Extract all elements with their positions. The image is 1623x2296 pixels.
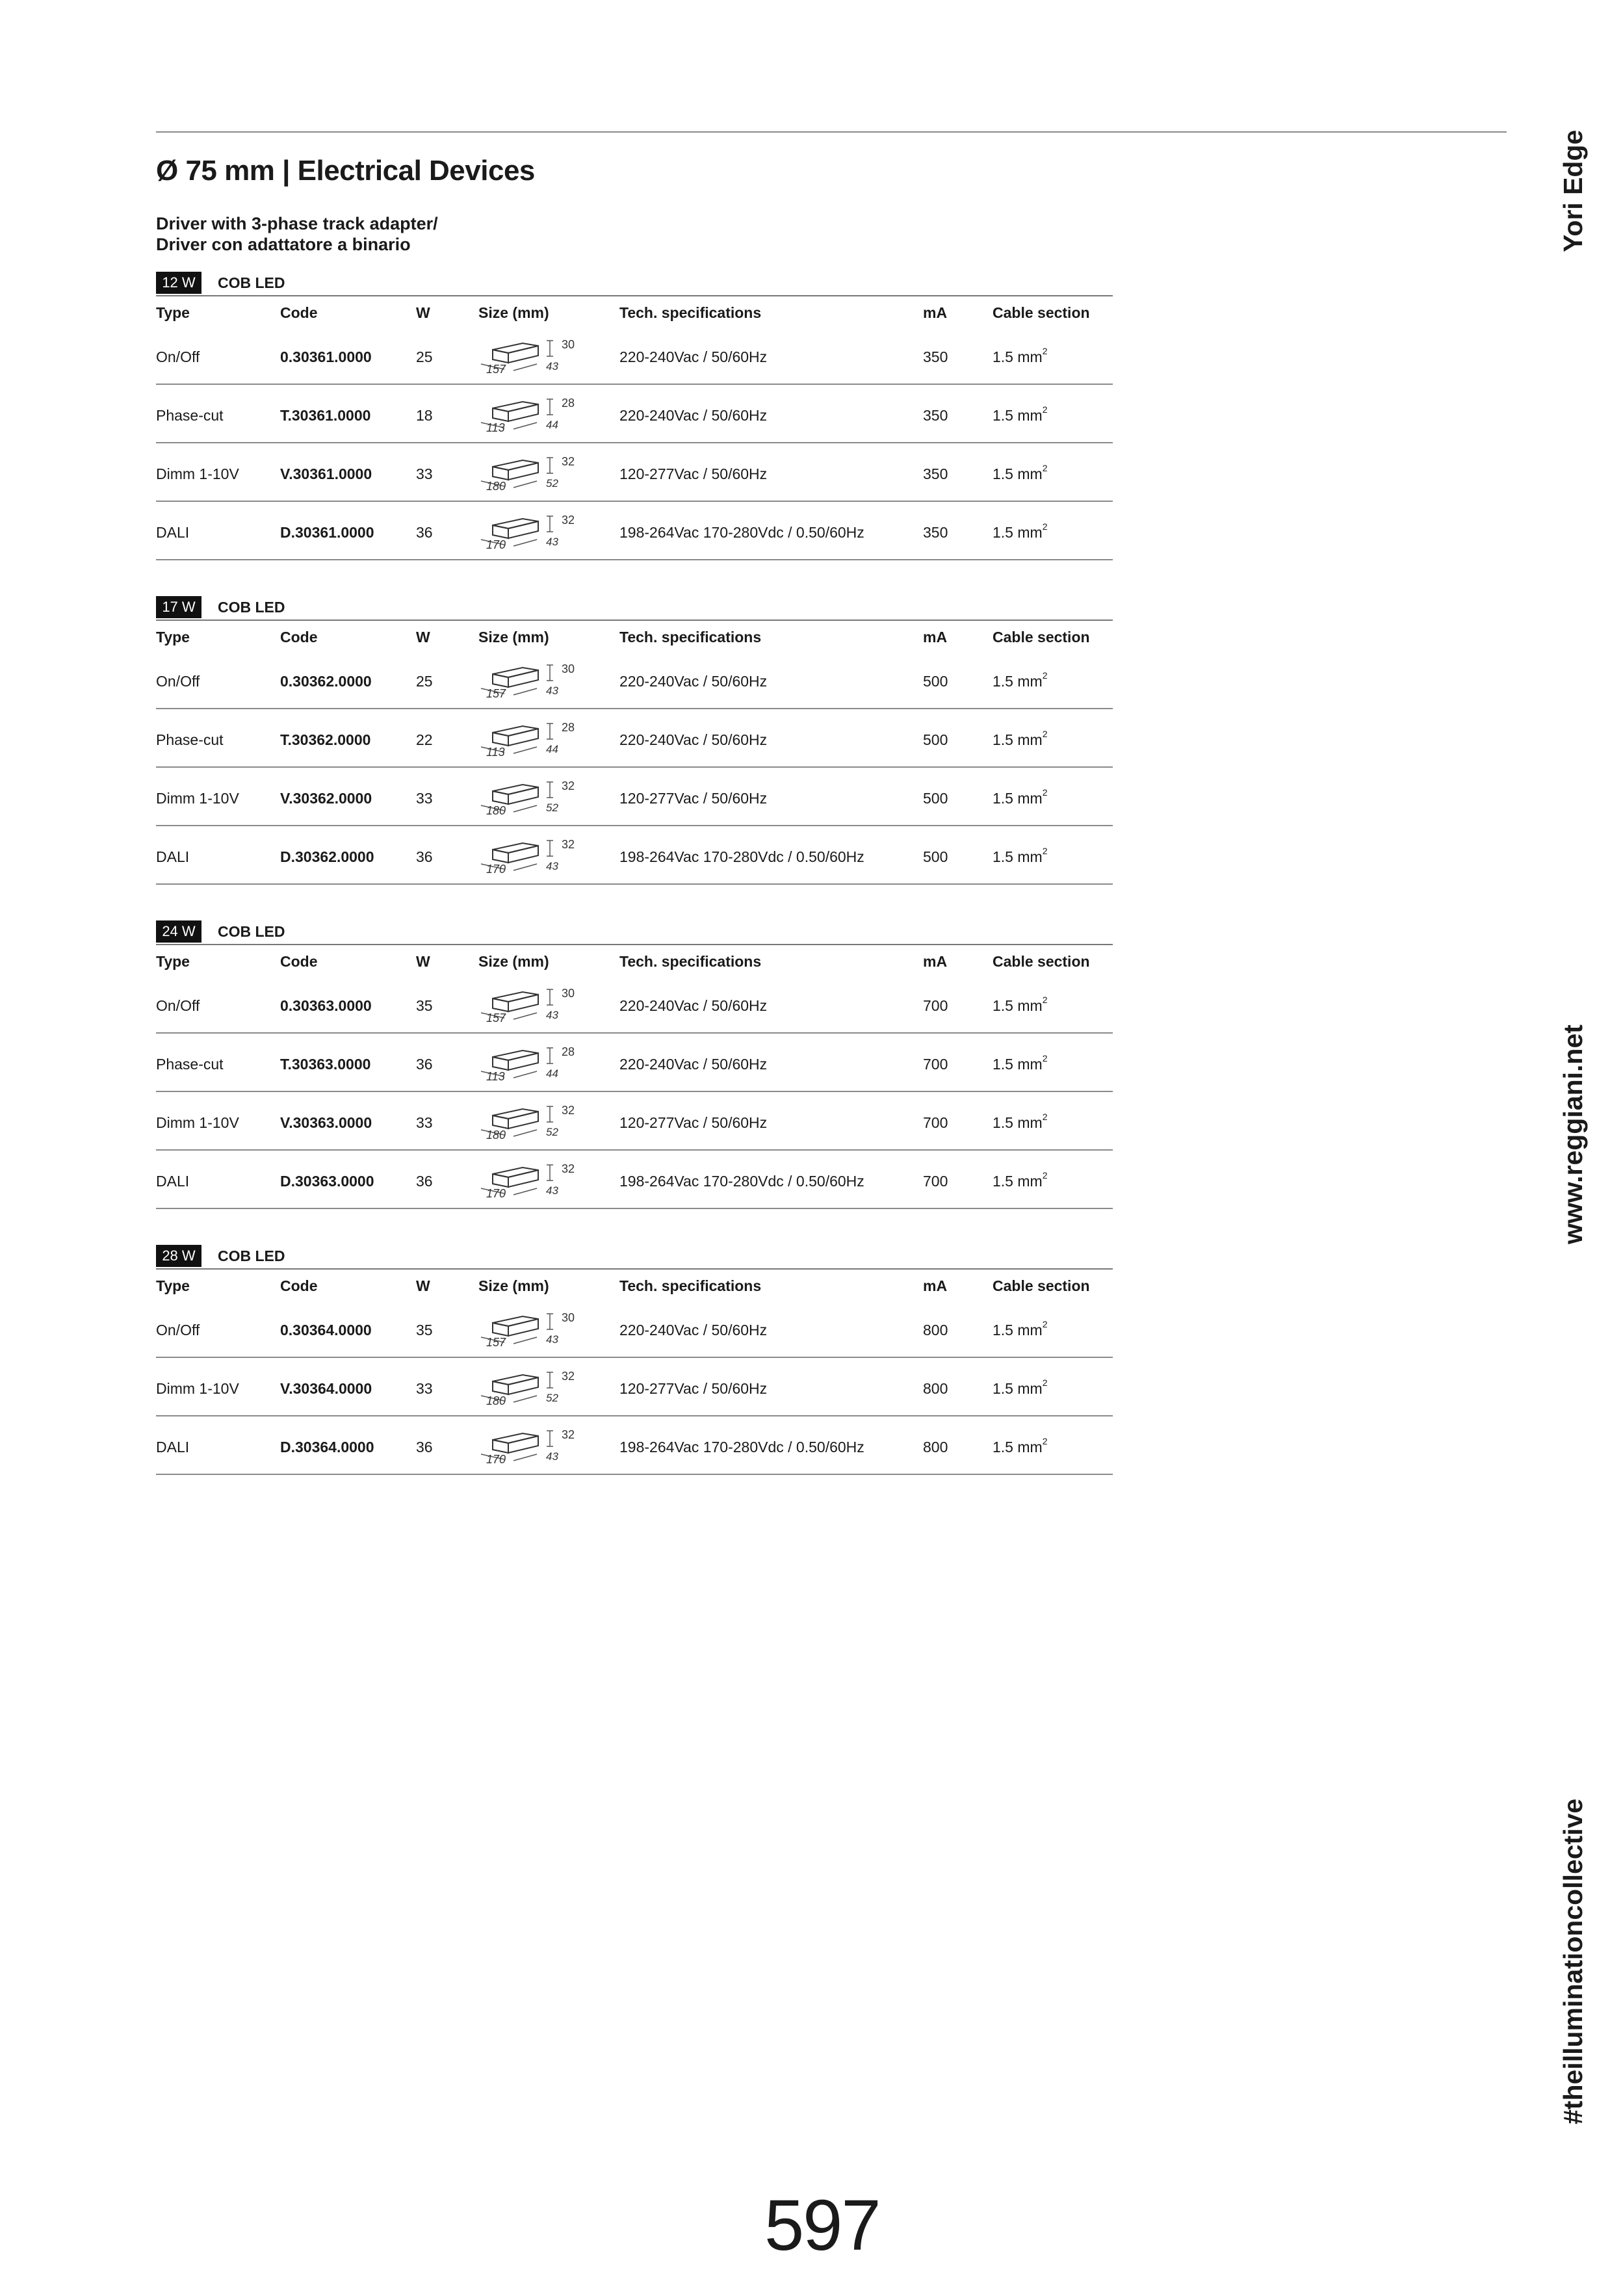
row-watt: 36 [416,1439,433,1455]
row-cable [993,670,1048,690]
table-header [156,946,1113,975]
row-code: D.30363.0000 [280,1173,374,1190]
row-watt: 33 [416,465,433,482]
row-cable [993,1319,1048,1339]
size-length: 170 [486,1453,506,1466]
row-tech-spec: 220-240Vac / 50/60Hz [619,731,768,748]
row-tech-spec: 220-240Vac / 50/60Hz [619,407,768,424]
row-tech-spec: 120-277Vac / 50/60Hz [619,1380,768,1397]
row-cable [993,1436,1048,1456]
cable-superscript: 2 [1042,1053,1048,1063]
col-tech: Tech. specifications [619,1277,762,1294]
col-code: Code [280,1277,318,1294]
size-diagram [478,1158,582,1204]
col-cable: Cable section [993,1277,1090,1294]
row-watt: 22 [416,731,433,748]
cable-superscript: 2 [1042,404,1048,415]
cable-value: 1.5 mm [993,1173,1043,1190]
led-type-label: COB LED [218,599,285,616]
size-length: 170 [486,538,506,551]
size-height: 32 [562,514,575,527]
cable-value: 1.5 mm [993,731,1043,748]
row-ma: 700 [923,997,948,1014]
col-type: Type [156,629,190,646]
size-height: 32 [562,838,575,851]
col-size: Size (mm) [478,953,549,970]
row-cable [993,1377,1048,1398]
page-number: 597 [764,2185,880,2265]
row-code: V.30361.0000 [280,465,372,482]
col-tech: Tech. specifications [619,304,762,321]
row-tech-spec: 120-277Vac / 50/60Hz [619,1114,768,1131]
table-row [156,1034,1113,1092]
row-ma: 500 [923,790,948,807]
size-length: 113 [486,1070,505,1083]
size-diagram [478,776,582,821]
col-cable: Cable section [993,304,1090,321]
row-type: Phase-cut [156,407,224,424]
row-tech-spec: 220-240Vac / 50/60Hz [619,997,768,1014]
size-height: 28 [562,1045,575,1058]
size-width: 43 [546,685,558,697]
row-ma: 350 [923,465,948,482]
sidebar-brand: Yori Edge [1558,129,1588,252]
row-code: T.30361.0000 [280,407,371,424]
col-w: W [416,953,430,970]
row-type: On/Off [156,1322,200,1338]
cable-value: 1.5 mm [993,465,1043,482]
table-row [156,443,1113,502]
cable-superscript: 2 [1042,995,1048,1005]
cable-superscript: 2 [1042,1377,1048,1388]
row-cable [993,348,1047,366]
cable-superscript: 2 [1042,1112,1048,1122]
table-row [156,826,1113,885]
size-diagram [478,983,582,1028]
col-ma: mA [923,953,948,970]
table-row [156,326,1113,385]
row-tech-spec: 220-240Vac / 50/60Hz [619,1056,768,1073]
size-width: 43 [546,1333,558,1346]
row-type: On/Off [156,997,200,1014]
row-ma: 700 [923,1056,948,1073]
size-length: 180 [486,804,506,817]
col-ma: mA [923,1277,948,1294]
subtitle-english: Driver with 3-phase track adapter/ [156,214,438,233]
section-divider [156,1268,1113,1270]
size-diagram [478,334,582,380]
cable-value: 1.5 mm [993,524,1043,541]
col-size: Size (mm) [478,629,549,646]
row-tech-spec: 120-277Vac / 50/60Hz [619,465,768,482]
size-width: 43 [546,1184,558,1197]
col-code: Code [280,304,318,321]
size-width: 43 [546,1009,558,1021]
cable-value: 1.5 mm [993,407,1043,424]
size-length: 157 [486,1011,506,1024]
row-ma: 500 [923,673,948,690]
col-type: Type [156,304,190,321]
row-type: Dimm 1-10V [156,790,239,807]
row-code: 0.30361.0000 [280,348,372,365]
size-length: 157 [486,1336,506,1349]
cable-superscript: 2 [1042,1436,1048,1446]
row-ma: 800 [923,1322,948,1338]
size-length: 170 [486,1187,506,1200]
row-ma: 700 [923,1114,948,1131]
col-ma: mA [923,629,948,646]
size-length: 170 [486,863,506,876]
table-row [156,768,1113,826]
cable-value: 1.5 mm [993,1380,1043,1397]
size-width: 44 [546,419,558,431]
size-diagram [478,717,582,763]
row-cable [993,997,1047,1015]
row-watt: 25 [416,673,433,690]
size-length: 113 [486,746,505,759]
row-cable [993,731,1047,749]
wattage-badge: 17 W [156,596,201,618]
col-ma: mA [923,304,948,321]
cable-value: 1.5 mm [993,348,1043,365]
size-height: 28 [562,397,575,410]
row-code: T.30362.0000 [280,731,371,748]
row-type: DALI [156,848,190,865]
subtitle-italian: Driver con adattatore a binario [156,235,411,254]
size-diagram [478,1424,582,1470]
row-ma: 350 [923,407,948,424]
row-ma: 800 [923,1439,948,1455]
row-watt: 33 [416,1380,433,1397]
col-type: Type [156,953,190,970]
row-code: 0.30363.0000 [280,997,372,1014]
table-row [156,1092,1113,1151]
row-code: D.30364.0000 [280,1439,374,1455]
led-type-label: COB LED [218,274,285,291]
size-width: 52 [546,477,558,489]
sidebar-website: www.reggiani.net [1558,1024,1588,1244]
driver-section [156,596,1113,885]
cable-value: 1.5 mm [993,1439,1043,1455]
col-type: Type [156,1277,190,1294]
row-watt: 36 [416,524,433,541]
size-height: 32 [562,1104,575,1117]
row-tech-spec: 220-240Vac / 50/60Hz [619,348,768,365]
row-ma: 500 [923,731,948,748]
size-width: 52 [546,802,558,814]
size-width: 43 [546,536,558,548]
col-w: W [416,629,430,646]
col-code: Code [280,953,318,970]
row-cable [993,1170,1048,1190]
cable-superscript: 2 [1042,1170,1048,1181]
row-tech-spec: 120-277Vac / 50/60Hz [619,790,768,807]
row-ma: 350 [923,524,948,541]
size-diagram [478,1366,582,1411]
row-type: Phase-cut [156,1056,224,1073]
section-header [156,272,1113,294]
size-width: 43 [546,860,558,872]
size-height: 30 [562,1311,575,1324]
row-watt: 35 [416,997,433,1014]
row-type: Dimm 1-10V [156,1114,239,1131]
row-tech-spec: 198-264Vac 170-280Vdc / 0.50/60Hz [619,1173,864,1190]
row-code: V.30364.0000 [280,1380,372,1397]
cable-superscript: 2 [1042,1319,1048,1329]
led-type-label: COB LED [218,923,285,940]
size-width: 43 [546,360,558,372]
size-length: 157 [486,687,506,700]
size-height: 30 [562,987,575,1000]
size-length: 157 [486,363,506,376]
size-height: 32 [562,455,575,468]
row-code: T.30363.0000 [280,1056,371,1073]
driver-section [156,272,1113,560]
wattage-badge: 24 W [156,920,201,943]
row-type: Dimm 1-10V [156,1380,239,1397]
cable-superscript: 2 [1042,787,1048,798]
size-width: 44 [546,743,558,755]
driver-section [156,920,1113,1209]
row-code: D.30361.0000 [280,524,374,541]
sidebar-hashtag: #theilluminationcollective [1558,1798,1588,2124]
cable-value: 1.5 mm [993,1056,1043,1073]
row-cable [993,521,1048,541]
size-height: 32 [562,1162,575,1175]
cable-value: 1.5 mm [993,1114,1043,1131]
size-height: 32 [562,1428,575,1441]
table-row [156,502,1113,560]
row-watt: 36 [416,1056,433,1073]
size-width: 52 [546,1392,558,1404]
size-height: 30 [562,662,575,675]
row-tech-spec: 198-264Vac 170-280Vdc / 0.50/60Hz [619,1439,864,1455]
row-type: Phase-cut [156,731,224,748]
cable-superscript: 2 [1042,346,1048,356]
col-tech: Tech. specifications [619,629,762,646]
row-code: V.30363.0000 [280,1114,372,1131]
cable-superscript: 2 [1042,670,1048,681]
row-cable [993,1114,1047,1132]
section-header [156,596,1113,618]
size-length: 180 [486,1394,506,1407]
row-watt: 25 [416,348,433,365]
row-type: On/Off [156,348,200,365]
row-code: 0.30362.0000 [280,673,372,690]
row-watt: 35 [416,1322,433,1338]
row-type: DALI [156,524,190,541]
cable-value: 1.5 mm [993,848,1043,865]
size-height: 30 [562,338,575,351]
table-header [156,298,1113,326]
row-type: On/Off [156,673,200,690]
driver-section [156,1245,1113,1475]
row-ma: 500 [923,848,948,865]
col-size: Size (mm) [478,304,549,321]
table-row [156,651,1113,709]
row-ma: 350 [923,348,948,365]
cable-value: 1.5 mm [993,790,1043,807]
cable-value: 1.5 mm [993,673,1043,690]
cable-value: 1.5 mm [993,1322,1043,1338]
row-cable [993,787,1048,807]
table-row [156,1151,1113,1209]
table-row [156,1358,1113,1416]
table-header [156,1271,1113,1299]
cable-superscript: 2 [1042,463,1048,473]
col-cable: Cable section [993,629,1090,646]
section-divider [156,620,1113,621]
row-code: 0.30364.0000 [280,1322,372,1338]
cable-superscript: 2 [1042,729,1048,739]
col-w: W [416,304,430,321]
size-diagram [478,451,582,497]
row-cable [993,1053,1048,1073]
size-width: 52 [546,1126,558,1138]
cable-superscript: 2 [1042,521,1048,532]
size-height: 32 [562,1370,575,1383]
table-row [156,1416,1113,1475]
col-size: Size (mm) [478,1277,549,1294]
col-w: W [416,1277,430,1294]
row-code: V.30362.0000 [280,790,372,807]
row-watt: 36 [416,1173,433,1190]
col-code: Code [280,629,318,646]
row-cable [993,465,1047,483]
cable-value: 1.5 mm [993,997,1043,1014]
wattage-badge: 28 W [156,1245,201,1267]
size-length: 180 [486,1128,506,1141]
row-watt: 18 [416,407,433,424]
size-diagram [478,510,582,555]
section-header [156,920,1113,943]
section-divider [156,295,1113,296]
section-divider [156,944,1113,945]
row-code: D.30362.0000 [280,848,374,865]
row-tech-spec: 220-240Vac / 50/60Hz [619,673,768,690]
subtitle [156,213,438,255]
size-height: 32 [562,779,575,792]
page-title: Ø 75 mm | Electrical Devices [156,155,535,187]
table-row [156,709,1113,768]
size-height: 28 [562,721,575,734]
size-width: 43 [546,1450,558,1463]
row-ma: 700 [923,1173,948,1190]
row-tech-spec: 198-264Vac 170-280Vdc / 0.50/60Hz [619,848,864,865]
size-length: 180 [486,480,506,493]
col-cable: Cable section [993,953,1090,970]
wattage-badge: 12 W [156,272,201,294]
top-divider [156,131,1507,133]
cable-superscript: 2 [1042,846,1048,856]
table-row [156,1299,1113,1358]
size-diagram [478,1041,582,1087]
row-tech-spec: 198-264Vac 170-280Vdc / 0.50/60Hz [619,524,864,541]
led-type-label: COB LED [218,1247,285,1264]
table-row [156,975,1113,1034]
row-tech-spec: 220-240Vac / 50/60Hz [619,1322,768,1338]
size-diagram [478,834,582,880]
row-type: Dimm 1-10V [156,465,239,482]
size-diagram [478,659,582,704]
row-type: DALI [156,1173,190,1190]
row-watt: 33 [416,790,433,807]
size-diagram [478,393,582,438]
row-type: DALI [156,1439,190,1455]
row-ma: 800 [923,1380,948,1397]
row-cable [993,404,1048,424]
row-cable [993,848,1047,866]
table-row [156,385,1113,443]
table-header [156,622,1113,651]
row-watt: 33 [416,1114,433,1131]
size-length: 113 [486,421,505,434]
size-diagram [478,1307,582,1353]
col-tech: Tech. specifications [619,953,762,970]
size-diagram [478,1100,582,1145]
row-watt: 36 [416,848,433,865]
section-header [156,1245,1113,1267]
size-width: 44 [546,1067,558,1080]
